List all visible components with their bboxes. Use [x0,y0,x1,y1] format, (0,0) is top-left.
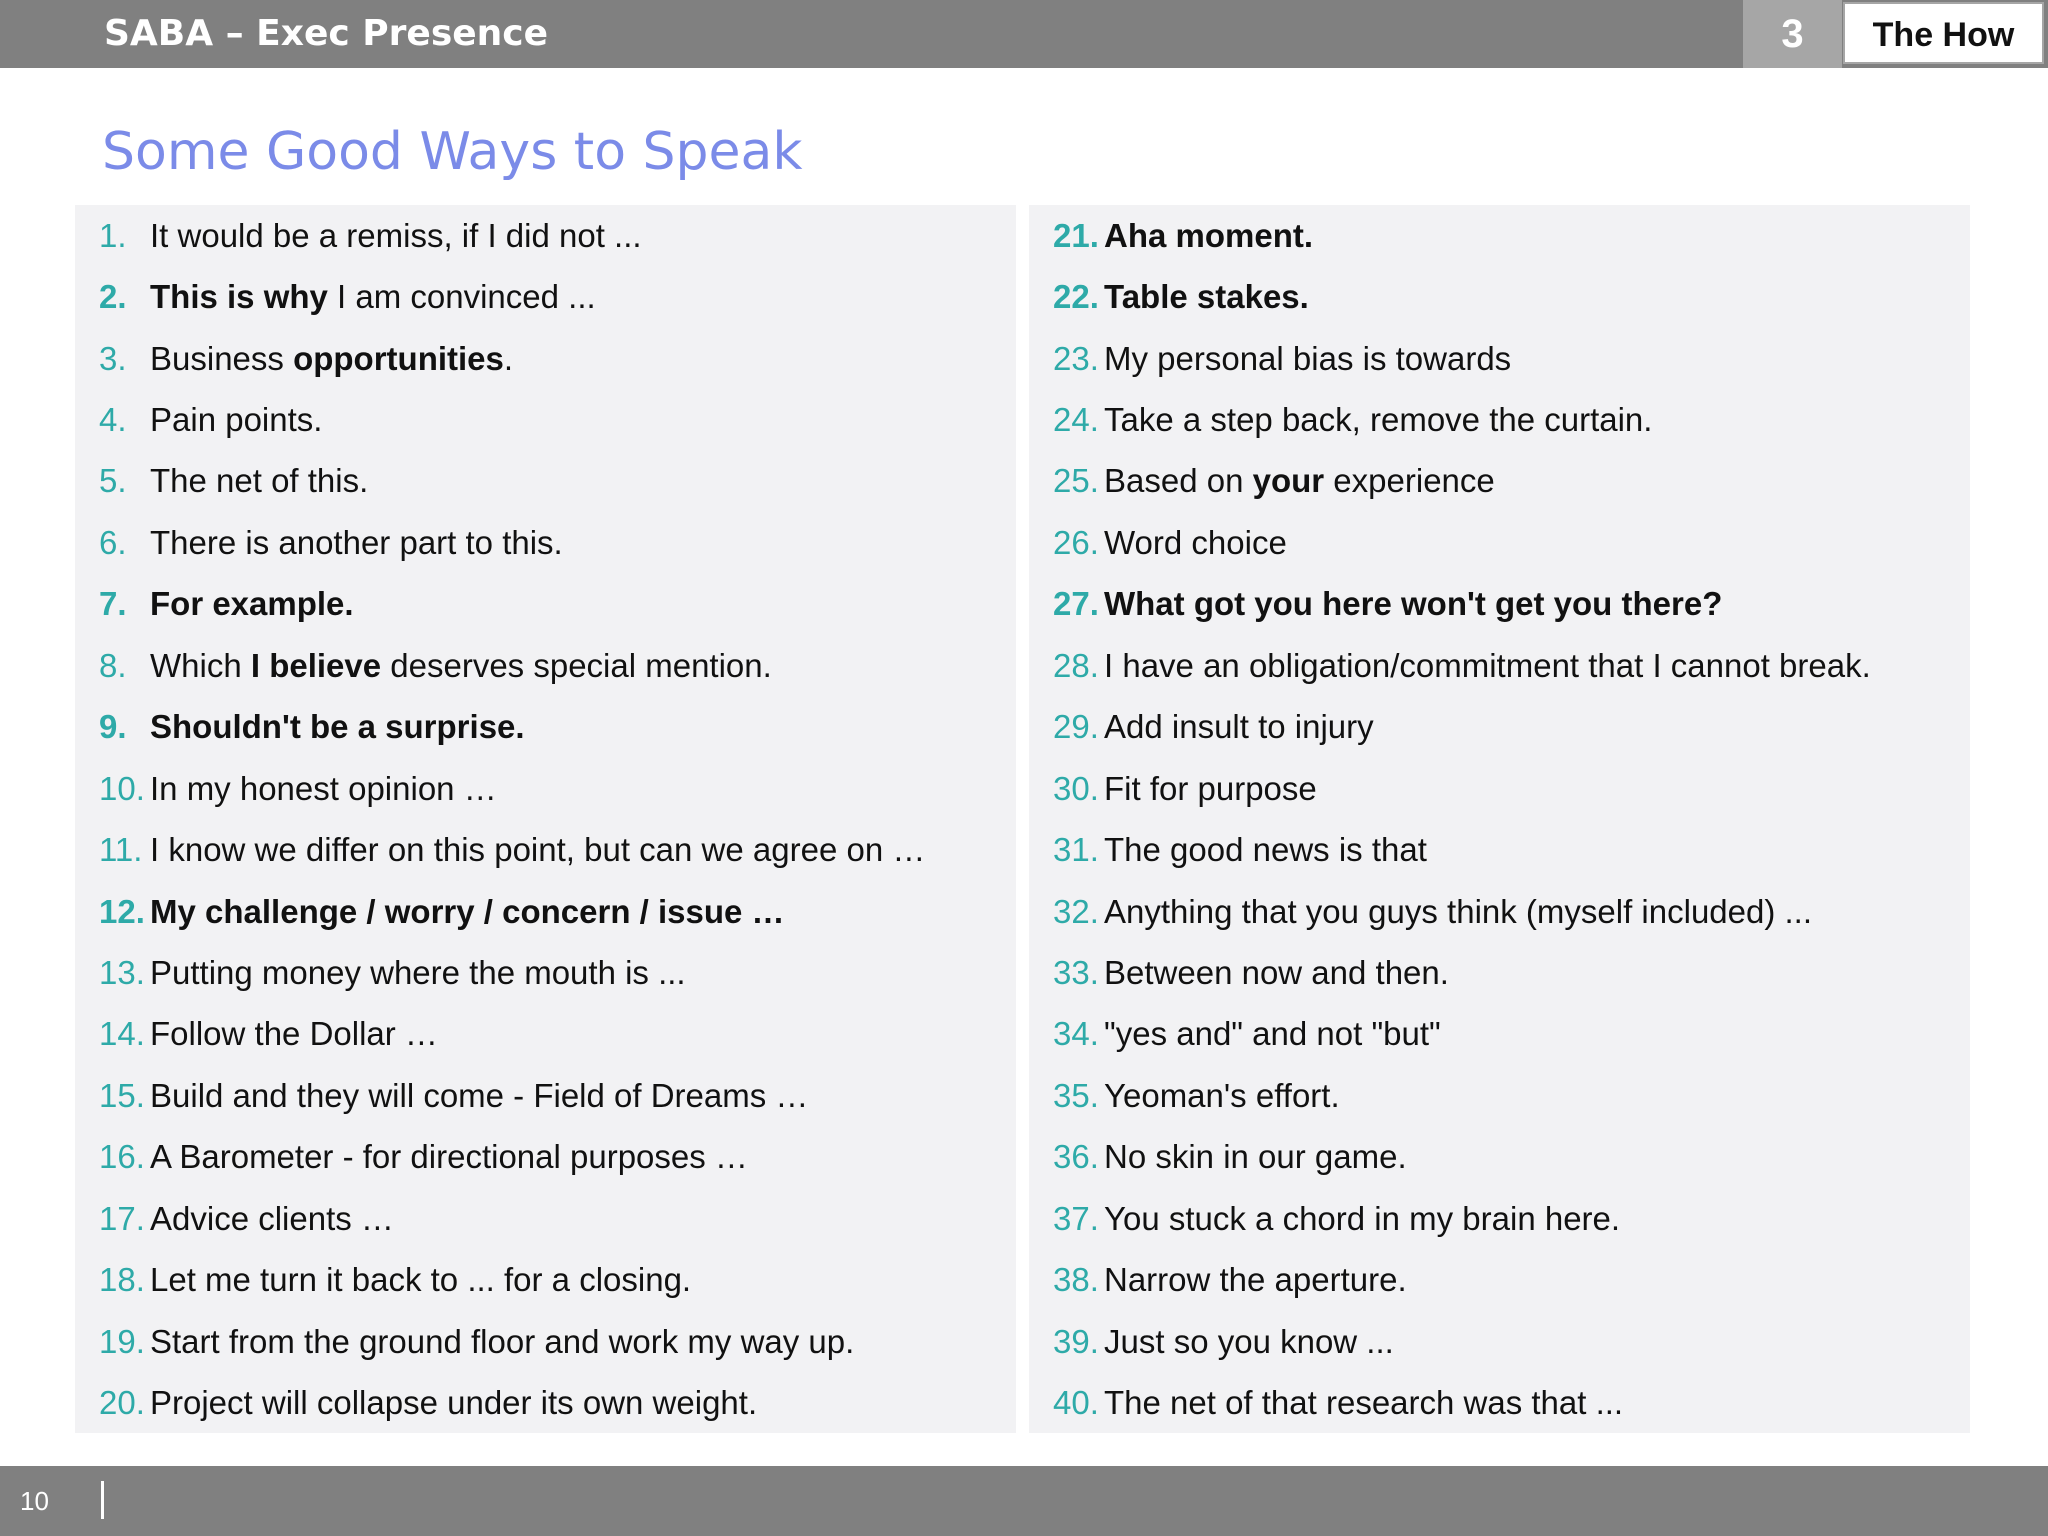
phrase-list-left [75,205,1016,1434]
item-text [150,524,563,562]
deck-title: SABA – Exec Presence [104,13,549,54]
item-text-segment: Add insult to injury [1104,708,1374,746]
item-number: 36. [1053,1138,1099,1176]
item-text [1104,1323,1394,1361]
item-text-segment: Anything that you guys think (myself included) ... [1104,892,1813,930]
item-number: 14. [99,1015,145,1053]
item-text [150,708,525,746]
list-item [75,574,1016,635]
item-number: 28. [1053,646,1099,684]
item-text-segment: Which [150,646,251,684]
item-text [150,893,785,931]
list-item [1029,635,1970,696]
item-text [1104,893,1812,931]
list-item [75,451,1016,512]
list-item [1029,1372,1970,1433]
item-text-segment: The good news is that [1104,831,1427,869]
item-number: 30. [1053,769,1099,807]
item-text-segment: deserves special mention. [381,646,772,684]
slide-title: Some Good Ways to Speak [102,122,803,182]
item-text-segment: Project will collapse under its own weight. [150,1384,758,1422]
item-text [1104,524,1287,562]
item-text-emphasis: I believe [250,646,382,684]
item-number: 7. [99,585,127,623]
item-text-segment: My personal bias is towards [1104,339,1512,377]
item-text-segment: The net of this. [150,462,369,500]
list-item [75,389,1016,450]
item-text-segment: Word choice [1104,523,1287,561]
list-item [1029,574,1970,635]
item-text [1104,462,1495,500]
phrase-list-right [1029,205,1970,1434]
list-item [1029,758,1970,819]
item-text [150,770,497,808]
item-text [1104,585,1722,623]
item-text-segment: Aha moment. [1104,216,1314,254]
item-text-segment: Between now and then. [1104,953,1449,991]
list-item [75,266,1016,327]
list-item [1029,697,1970,758]
list-item [1029,328,1970,389]
list-item [75,1311,1016,1372]
item-number: 5. [99,462,127,500]
item-text-segment: . [503,339,514,377]
item-number: 32. [1053,892,1099,930]
item-text-segment: Just so you know ... [1104,1322,1394,1360]
item-number: 31. [1053,831,1099,869]
item-text-segment: Fit for purpose [1104,769,1317,807]
item-text [1104,770,1317,808]
item-text-segment: Let me turn it back to ... for a closing. [150,1261,692,1299]
list-item [1029,942,1970,1003]
list-item [1029,1188,1970,1249]
item-number: 34. [1053,1015,1099,1053]
item-number: 13. [99,953,145,991]
item-text-segment: You stuck a chord in my brain here. [1104,1199,1621,1237]
item-number: 35. [1053,1076,1099,1114]
list-item [1029,1311,1970,1372]
item-number: 21. [1053,216,1099,254]
footer-divider [101,1481,104,1519]
item-number: 8. [99,646,127,684]
item-number: 19. [99,1322,145,1360]
item-number: 22. [1053,278,1099,316]
item-text [1104,647,1871,685]
item-text-segment: Putting money where the mouth is ... [150,953,686,991]
list-item [1029,512,1970,573]
list-item [1029,205,1970,266]
item-text [150,217,642,255]
item-text [150,1384,757,1422]
item-number: 9. [99,708,127,746]
item-number: 3. [99,339,127,377]
item-text-segment: There is another part to this. [150,523,563,561]
item-text-segment: Advice clients … [150,1199,394,1237]
item-text [150,647,772,685]
item-text [1104,954,1449,992]
item-number: 20. [99,1384,145,1422]
item-number: 2. [99,278,127,316]
item-number: 11. [99,831,143,869]
item-text [150,1077,808,1115]
list-item [1029,1065,1970,1126]
item-text-segment: For example. [150,585,354,623]
item-text [150,1261,691,1299]
item-text [1104,278,1309,316]
item-text-segment: Follow the Dollar … [150,1015,438,1053]
item-number: 18. [99,1261,145,1299]
item-text-segment: Shouldn't be a surprise. [150,708,525,746]
item-number: 33. [1053,953,1099,991]
item-text [1104,1200,1620,1238]
item-text [1104,1138,1407,1176]
item-text-segment: Pain points. [150,401,323,439]
item-text-segment: "yes and" and not "but" [1104,1015,1441,1053]
item-text [1104,1077,1340,1115]
item-text-segment: What got you here won't get you there? [1104,585,1723,623]
list-item [75,758,1016,819]
item-text-segment: I know we differ on this point, but can we agree on … [150,831,926,869]
item-text [150,954,686,992]
list-item [75,881,1016,942]
item-text-segment: Narrow the aperture. [1104,1261,1407,1299]
item-text [150,831,925,869]
item-number: 37. [1053,1199,1099,1237]
list-item [1029,881,1970,942]
phrase-list-right-panel [1029,205,1970,1433]
list-item [1029,1127,1970,1188]
list-item [75,942,1016,1003]
item-number: 10. [99,769,145,807]
item-text-segment: Business [150,339,294,377]
item-text [1104,1384,1623,1422]
item-number: 1. [99,216,127,254]
list-item [1029,819,1970,880]
item-text [150,462,368,500]
item-text-emphasis: opportunities [293,339,504,377]
list-item [75,205,1016,266]
item-text [1104,708,1374,746]
item-text-segment: experience [1324,462,1495,500]
list-item [1029,1249,1970,1310]
list-item [75,1065,1016,1126]
item-number: 25. [1053,462,1099,500]
list-item [75,1372,1016,1433]
item-text [1104,217,1313,255]
item-text-emphasis: This is why [150,278,328,316]
item-text-segment: My challenge / worry / concern / issue … [150,892,785,930]
item-text-segment: I am convinced ... [327,278,596,316]
item-text [1104,1015,1441,1053]
item-number: 4. [99,401,127,439]
item-text [1104,1261,1407,1299]
list-item [75,1188,1016,1249]
item-text-segment: The net of that research was that ... [1104,1384,1624,1422]
list-item [75,819,1016,880]
item-text-segment: It would be a remiss, if I did not ... [150,216,642,254]
item-number: 12. [99,892,145,930]
list-item [75,1249,1016,1310]
item-text [150,278,596,316]
item-text-segment: In my honest opinion … [150,769,497,807]
item-text-segment: I have an obligation/commitment that I cannot break. [1104,646,1871,684]
item-text [150,585,354,623]
item-number: 39. [1053,1322,1099,1360]
item-text [1104,831,1427,869]
footer-bar [0,1466,2048,1536]
item-text [1104,340,1511,378]
item-number: 16. [99,1138,145,1176]
header-bar [0,0,2048,68]
list-item [1029,451,1970,512]
item-number: 6. [99,523,127,561]
item-text-segment: Table stakes. [1104,278,1309,316]
item-text-segment: A Barometer - for directional purposes … [150,1138,748,1176]
item-number: 29. [1053,708,1099,746]
list-item [75,635,1016,696]
item-number: 38. [1053,1261,1099,1299]
section-number-badge: 3 [1743,0,1842,68]
item-number: 17. [99,1199,145,1237]
item-text [1104,401,1652,439]
item-text-segment: Yeoman's effort. [1104,1076,1340,1114]
list-item [75,512,1016,573]
item-text [150,340,513,378]
item-text [150,401,322,439]
item-number: 26. [1053,523,1099,561]
section-name-tab: The How [1843,2,2044,64]
page-number: 10 [20,1486,49,1516]
item-text-segment: Based on [1104,462,1253,500]
list-item [1029,266,1970,327]
item-text [150,1138,748,1176]
item-number: 15. [99,1076,145,1114]
item-number: 27. [1053,585,1099,623]
list-item [75,328,1016,389]
list-item [1029,1004,1970,1065]
item-number: 23. [1053,339,1099,377]
item-number: 24. [1053,401,1099,439]
item-number: 40. [1053,1384,1099,1422]
phrase-list-left-panel [75,205,1016,1433]
item-text-segment: Take a step back, remove the curtain. [1104,401,1653,439]
item-text [150,1200,394,1238]
item-text [150,1323,854,1361]
item-text-segment: No skin in our game. [1104,1138,1407,1176]
item-text-segment: Start from the ground floor and work my way up. [150,1322,855,1360]
item-text [150,1015,438,1053]
list-item [75,1127,1016,1188]
item-text-segment: Build and they will come - Field of Dreams … [150,1076,809,1114]
list-item [1029,389,1970,450]
list-item [75,697,1016,758]
item-text-emphasis: your [1252,462,1325,500]
list-item [75,1004,1016,1065]
